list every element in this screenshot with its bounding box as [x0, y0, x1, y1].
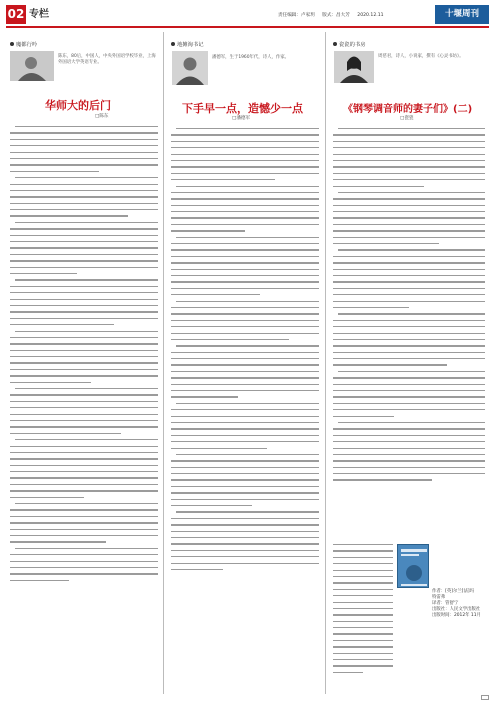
author-photo — [334, 51, 374, 83]
page-corner-mark — [481, 695, 489, 700]
article-byline: □瓷瓷 — [400, 116, 414, 121]
article-body — [10, 126, 158, 586]
article-title: 华师大的后门 — [45, 99, 111, 112]
column-divider — [163, 32, 164, 694]
article-title: 《钢琴调音师的妻子们》(二) — [343, 104, 473, 115]
book-title-line: 特雷弗 — [432, 595, 446, 600]
section-name: 专栏 — [29, 9, 49, 20]
header-rule — [6, 26, 489, 28]
book-cover-image — [397, 544, 429, 588]
column-divider — [325, 32, 326, 694]
page-header — [6, 5, 489, 25]
masthead-logo: 十堰周刊 — [435, 5, 489, 24]
bullet-icon — [171, 42, 175, 46]
author-intro: 周慈君，诗人，小说家，撰有《心灵书坊》。 — [378, 54, 464, 59]
bullet-icon — [10, 42, 14, 46]
book-publisher: 出版社：人民文学出版社 — [432, 607, 481, 612]
designer-credit: 版式：昌大芳 — [322, 13, 350, 18]
author-photo — [10, 51, 54, 81]
article-byline: □陈东 — [95, 114, 109, 119]
columnist-label: 地摊淘书记 — [171, 40, 204, 48]
columnist-label: 瓷瓷的书房 — [333, 40, 366, 48]
author-photo — [172, 51, 208, 85]
article-body — [333, 128, 485, 486]
book-info — [432, 589, 481, 619]
book-author: 作者：[英]尔兰[法]玛 — [432, 589, 474, 594]
article-body-tail — [333, 544, 393, 678]
page-number: 02 — [6, 5, 26, 24]
article-body — [171, 128, 319, 575]
author-intro: 陈东，80后，中国人，中央外国语学校毕业，上海外国语大学英语专业。 — [58, 54, 156, 65]
columnist-label: 魔都行吟 — [10, 40, 37, 48]
book-translator: 译者：管舒宁 — [432, 601, 459, 606]
header-meta — [278, 12, 390, 18]
article-byline: □潘德军 — [232, 116, 251, 121]
article-title: 下手早一点，造憾少一点 — [182, 102, 303, 115]
issue-date: 2020.12.11 — [357, 13, 384, 18]
bullet-icon — [333, 42, 337, 46]
book-pubdate: 出版时间：2012年 11月 — [432, 613, 481, 618]
editor-credit: 责任编辑：卢家玥 — [278, 13, 315, 18]
author-intro: 潘德军，生于1960年代，诗人，作家。 — [212, 55, 290, 60]
